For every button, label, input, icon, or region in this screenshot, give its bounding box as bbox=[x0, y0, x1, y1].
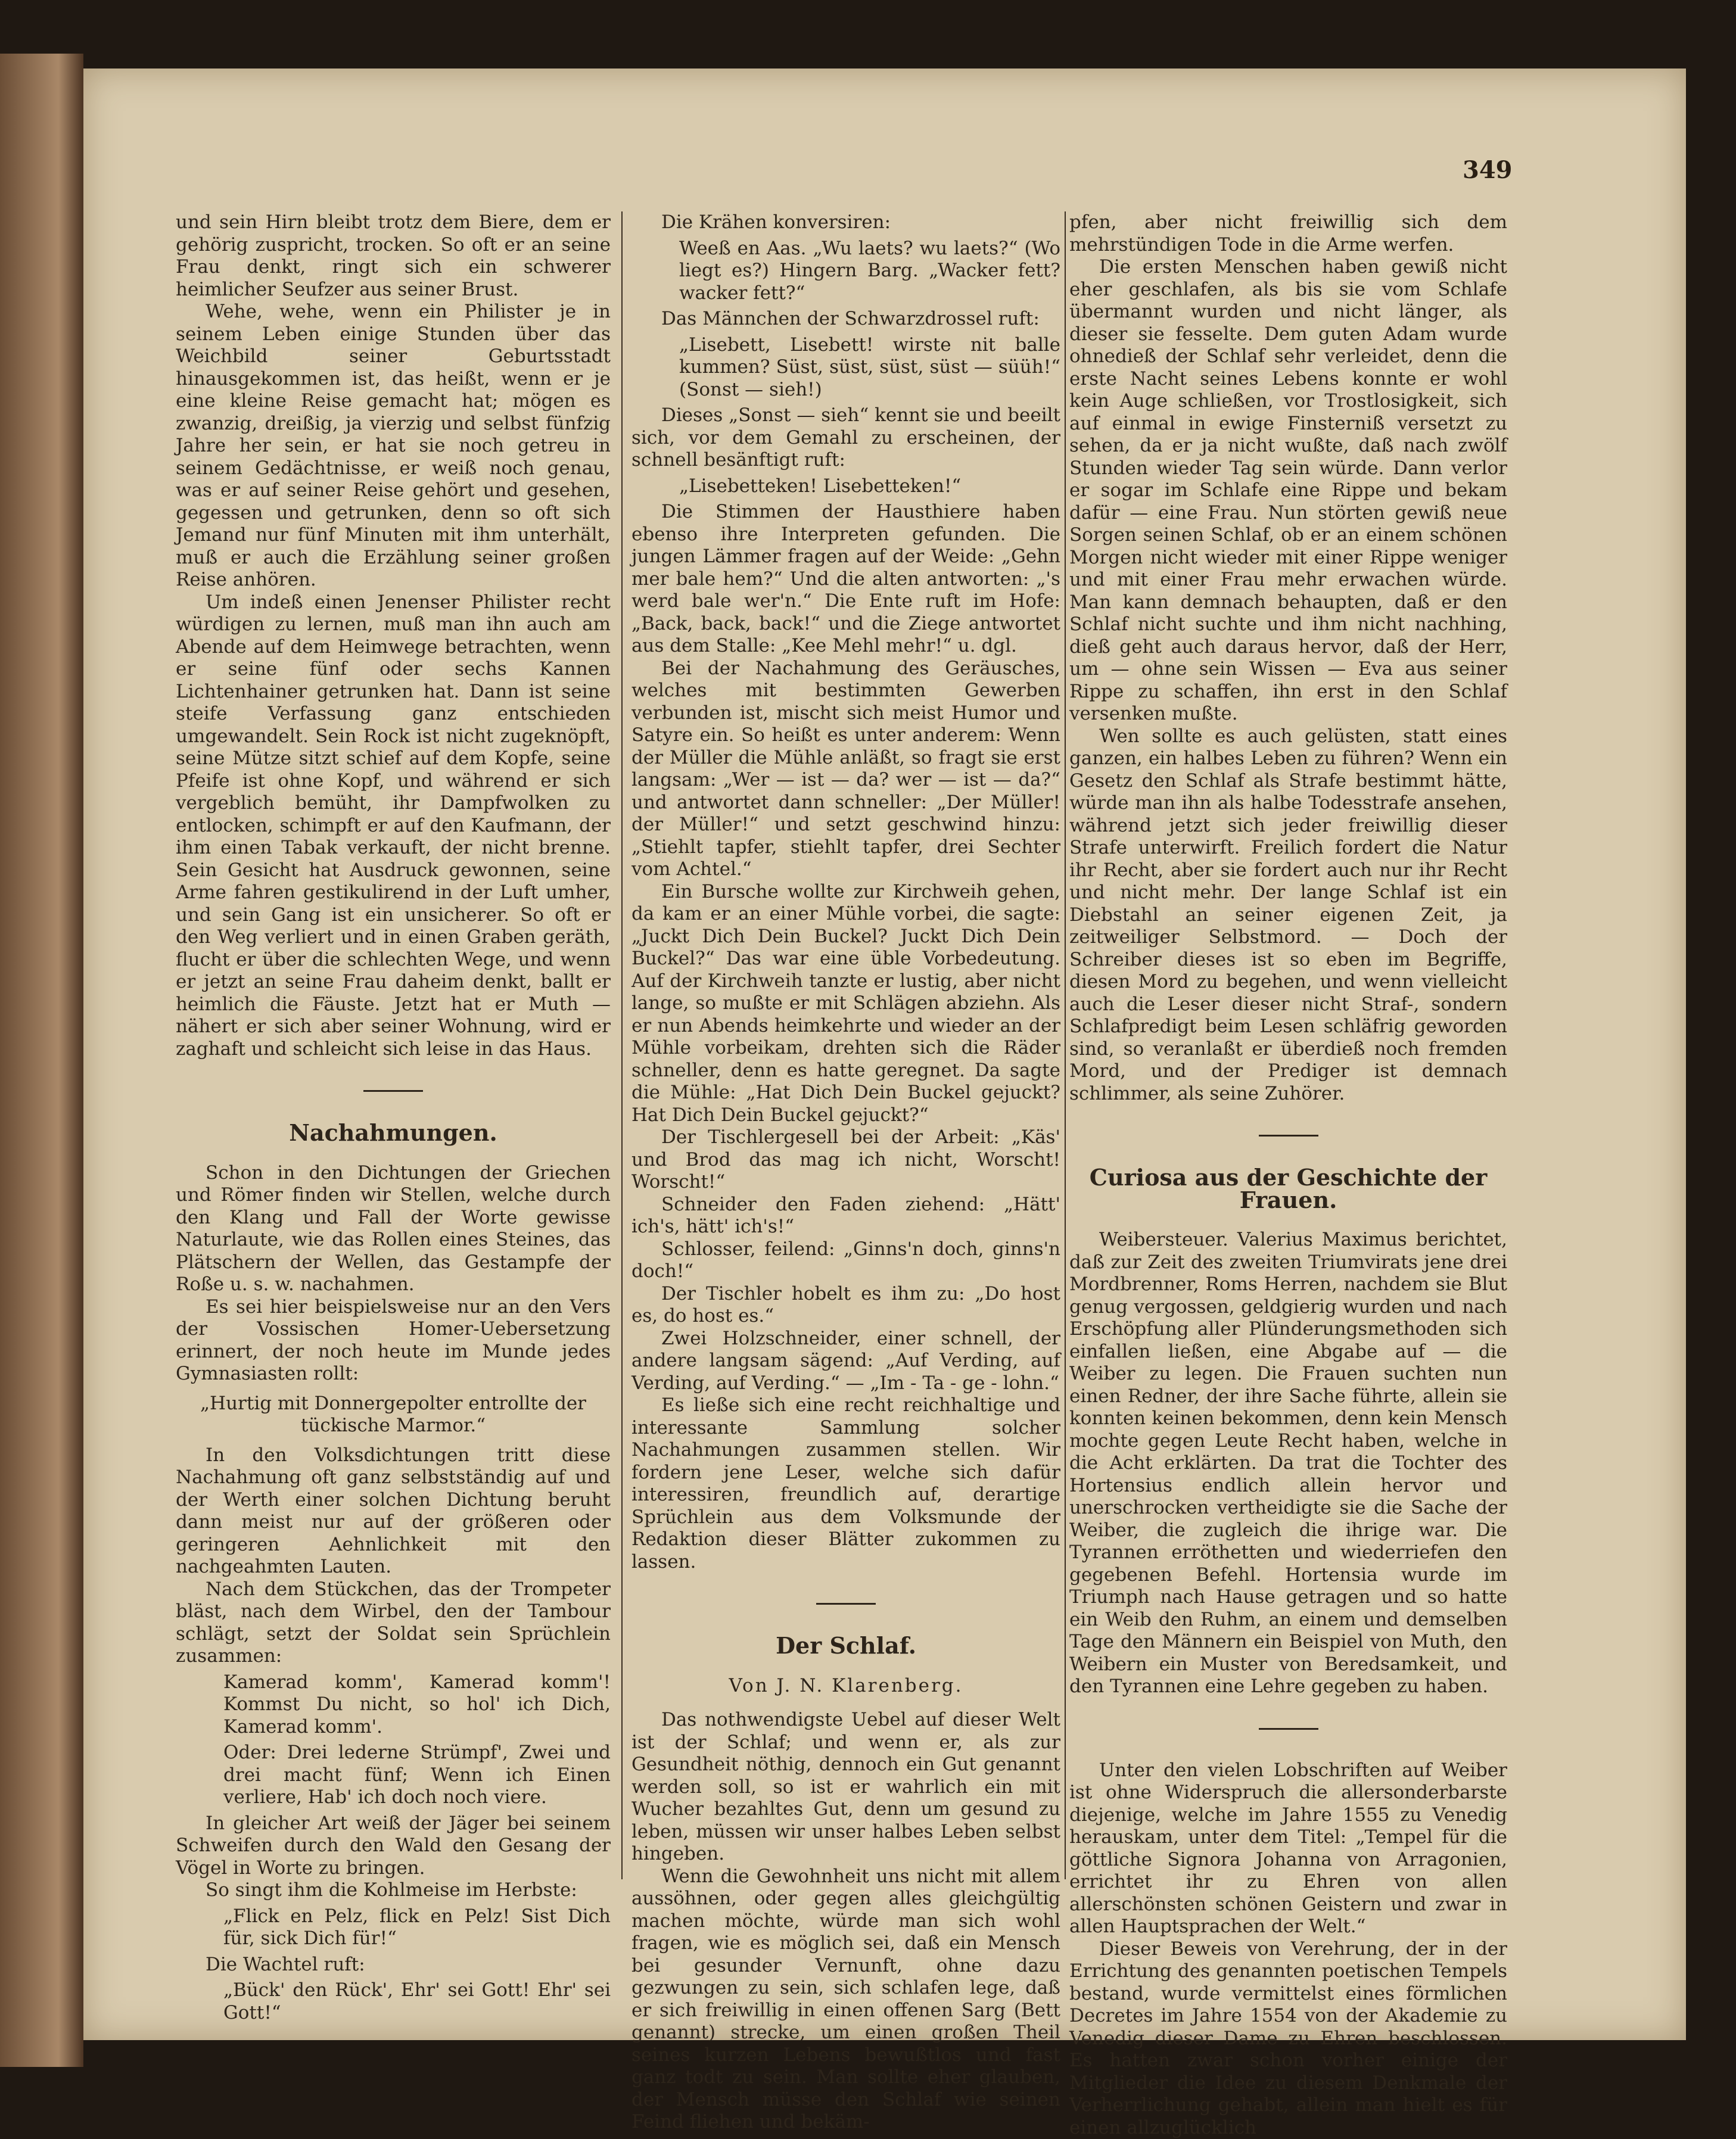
paragraph: Wehe, wehe, wenn ein Philister je in seinem Leben einige Stunden über das Weichbild seiner Geburtsstadt hinausgekommen ist, das heißt, wenn er je eine kleine Reise gemacht hat; mögen es zwanzig, dreißig, ja vierzig und selbst fünfzig Jahre her sein, er hat sie noch getreu in seinem Gedächtnisse, er weiß noch genau, was er auf seiner Reise gehört und gesehen, gegessen und getrunken, denn so oft sich Jemand nur fünf Minuten mit ihm unterhält, muß er auch die Erzählung seiner großen Reise anhören. bbox=[176, 301, 611, 591]
paragraph: Schneider den Faden ziehend: „Hätt' ich's, hätt' ich's!“ bbox=[631, 1194, 1060, 1238]
paragraph: Es sei hier beispielsweise nur an den Vers der Vossischen Homer-Uebersetzung erinnert, der noch heute im Munde jedes Gymnasiasten rollt: bbox=[176, 1296, 611, 1385]
paragraph: Die Wachtel ruft: bbox=[176, 1954, 611, 1976]
paragraph: Die Stimmen der Hausthiere haben ebenso ihre Interpreten gefunden. Die jungen Lämmer fragen auf der Weide: „Gehn mer bale hem?“ Und die alten antworten: „'s werd bale wer'n.“ Die Ente ruft im Hofe: „Back, back, back!“ und die Ziege antwortet aus dem Stalle: „Kee Mehl mehr!“ u. dgl. bbox=[631, 501, 1060, 658]
section-divider bbox=[1259, 1728, 1318, 1730]
verse: „Bück' den Rück', Ehr' sei Gott! Ehr' sei Gott!“ bbox=[176, 1979, 611, 2024]
paragraph: So singt ihm die Kohlmeise im Herbste: bbox=[176, 1879, 611, 1902]
left-page-edge bbox=[0, 54, 83, 2067]
paragraph: In gleicher Art weiß der Jäger bei seinem Schweifen durch den Wald den Gesang der Vögel in Worte zu bringen. bbox=[176, 1813, 611, 1880]
verse: Oder: Drei lederne Strümpf', Zwei und drei macht fünf; Wenn ich Einen verliere, Hab' ich doch noch viere. bbox=[176, 1742, 611, 1809]
column-3 bbox=[1069, 211, 1507, 2139]
paragraph: Die ersten Menschen haben gewiß nicht eher geschlafen, als bis sie vom Schlafe übermannt wurden und nicht länger, als dieser sie fesselte. Dem guten Adam wurde ohnedieß der Schlaf sehr verleidet, denn die erste Nacht seines Lebens konnte er wohl kein Auge schließen, vor Trostlosigkeit, sich auf einmal in ewige Finsterniß versetzt zu sehen, da er ja nicht wußte, daß nach zwölf Stunden wieder Tag sein würde. Dann verlor er sogar im Schlafe eine Rippe und bekam dafür — eine Frau. Nun störten gewiß neue Sorgen seinen Schlaf, ob er an einem schönen Morgen nicht wieder mit einer Rippe weniger und mit einer Frau mehr erwachen würde. Man kann demnach behaupten, daß er den Schlaf nicht suchte und ihm nicht nachhing, dieß geht auch daraus hervor, daß der Herr, um — ohne sein Wissen — Eva aus seiner Rippe zu schaffen, ihn erst in den Schlaf versenken mußte. bbox=[1069, 256, 1507, 726]
paragraph: Um indeß einen Jenenser Philister recht würdigen zu lernen, muß man ihn auch am Abende auf dem Heimwege betrachten, wenn er seine fünf oder sechs Kannen Lichtenhainer getrunken hat. Dann ist seine steife Verfassung ganz entschieden umgewandelt. Sein Rock ist nicht zugeknöpft, seine Mütze sitzt schief auf dem Kopfe, seine Pfeife ist ohne Kopf, und während er sich vergeblich bemüht, ihr Dampfwolken zu entlocken, schimpft er auf den Kaufmann, der ihm einen Tabak verkauft, der nicht brenne. Sein Gesicht hat Ausdruck gewonnen, seine Arme fahren gestikulirend in der Luft umher, und sein Gang ist ein unsicherer. So oft er den Weg verliert und in einen Graben geräth, flucht er über die schlechten Wege, und wenn er jetzt an seine Frau daheim denkt, ballt er heimlich die Fäuste. Jetzt hat er Muth — nähert er sich aber seiner Wohnung, wird er zaghaft und schleicht sich leise in das Haus. bbox=[176, 591, 611, 1061]
verse: „Lisebett, Lisebett! wirste nit balle kummen? Süst, süst, süst, süst — süüh!“ (Sonst — sieh!) bbox=[631, 334, 1060, 401]
paragraph: Es ließe sich eine recht reichhaltige und interessante Sammlung solcher Nachahmungen zusammen stellen. Wir fordern jene Leser, welche sich dafür interessiren, freundlich auf, derartige Sprüchlein aus dem Volksmunde der Redaktion dieser Blätter zukommen zu lassen. bbox=[631, 1394, 1060, 1573]
paragraph: Wen sollte es auch gelüsten, statt eines ganzen, ein halbes Leben zu führen? Wenn ein Gesetz den Schlaf als Strafe bestimmt hätte, würde man ihn als halbe Todesstrafe ansehen, während jetzt sich jeder freiwillig dieser Strafe unterwirft. Freilich fordert die Natur ihr Recht, aber sie fordert auch nur ihr Recht und nicht mehr. Der lange Schlaf ist ein Diebstahl an seiner eigenen Zeit, ja zeitweiliger Selbstmord. — Doch der Schreiber dieses ist so eben im Begriffe, diesen Mord zu begehen, und wenn vielleicht auch die Leser dieser nicht Straf-, sondern Schlafpredigt beim Lesen schläfrig geworden sind, so veranlaßt er überdieß noch fremden Mord, und der Prediger ist demnach schlimmer, als seine Zuhörer. bbox=[1069, 726, 1507, 1106]
paragraph: Ein Bursche wollte zur Kirchweih gehen, da kam er an einer Mühle vorbei, die sagte: „Juckt Dich Dein Buckel? Juckt Dich Dein Buckel?“ Das war eine üble Vorbedeutung. Auf der Kirchweih tanzte er lustig, aber nicht lange, so mußte er mit Schlägen abziehn. Als er nun Abends heimkehrte und wieder an der Mühle vorbeikam, drehten sich die Räder schneller, denn es hatte geregnet. Da sagte die Mühle: „Hat Dich Dein Buckel gejuckt? Hat Dich Dein Buckel gejuckt?“ bbox=[631, 881, 1060, 1127]
paragraph: pfen, aber nicht freiwillig sich dem mehrstündigen Tode in die Arme werfen. bbox=[1069, 211, 1507, 256]
paragraph: Das nothwendigste Uebel auf dieser Welt ist der Schlaf; und wenn er, als zur Gesundheit nöthig, dennoch ein Gut genannt werden soll, so ist er wahrlich ein mit Wucher bezahltes Gut, denn um gesund zu leben, müssen wir unser halbes Leben selbst hingeben. bbox=[631, 1709, 1060, 1866]
section-divider bbox=[816, 1603, 876, 1605]
section-divider bbox=[1259, 1135, 1318, 1137]
paragraph: Der Tischlergesell bei der Arbeit: „Käs' und Brod das mag ich nicht, Worscht! Worscht!“ bbox=[631, 1126, 1060, 1194]
paragraph: In den Volksdichtungen tritt diese Nachahmung oft ganz selbstständig auf und der Werth einer solchen Dichtung beruht dann meist nur auf der größeren oder geringeren Aehnlichkeit mit den nachgeahmten Lauten. bbox=[176, 1444, 611, 1578]
verse: Kamerad komm', Kamerad komm'! Kommst Du nicht, so hol' ich Dich, Kamerad komm'. bbox=[176, 1671, 611, 1739]
paragraph: Dieses „Sonst — sieh“ kennt sie und beeilt sich, vor dem Gemahl zu erscheinen, der schnell besänftigt ruft: bbox=[631, 404, 1060, 472]
article-title-curiosa: Curiosa aus der Geschichte der Frauen. bbox=[1069, 1166, 1507, 1211]
verse: Weeß en Aas. „Wu laets? wu laets?“ (Wo liegt es?) Hingern Barg. „Wacker fett? wacker fett?“ bbox=[631, 238, 1060, 305]
quote: „Hurtig mit Donnergepolter entrollte der tückische Marmor.“ bbox=[176, 1393, 611, 1437]
paragraph: Unter den vielen Lobschriften auf Weiber ist ohne Widerspruch die allersonderbarste diejenige, welche im Jahre 1555 zu Venedig herauskam, unter dem Titel: „Tempel für die göttliche Signora Johanna von Arragonien, errichtet ihr zu Ehren von allen allerschönsten schönen Geistern und zwar in allen Hauptsprachen der Welt.“ bbox=[1069, 1760, 1507, 1938]
article-title-nachahmungen: Nachahmungen. bbox=[176, 1122, 611, 1144]
paragraph: Schon in den Dichtungen der Griechen und Römer finden wir Stellen, welche durch den Klang und Fall der Worte gewisse Naturlaute, wie das Rollen eines Steines, das Plätschern der Wellen, das Gestampfe der Roße u. s. w. nachahmen. bbox=[176, 1162, 611, 1296]
paragraph: Dieser Beweis von Verehrung, der in der Errichtung des genannten poetischen Tempels bestand, wurde vermittelst eines förmlichen Decretes im Jahre 1554 von der Akademie zu Venedig dieser Dame zu Ehren beschlossen. Es hatten zwar schon vorher einige der Mitglieder die Idee zu diesem Denkmale der Verherrlichung gehabt, allein man hielt es für einen allzuglücklich bbox=[1069, 1938, 1507, 2139]
paragraph: Die Krähen konversiren: bbox=[631, 211, 1060, 234]
paragraph: Zwei Holzschneider, einer schnell, der andere langsam sägend: „Auf Verding, auf Verding, auf Verding.“ — „Im - Ta - ge - lohn.“ bbox=[631, 1328, 1060, 1395]
paragraph: Der Tischler hobelt es ihm zu: „Do host es, do host es.“ bbox=[631, 1283, 1060, 1328]
paragraph: und sein Hirn bleibt trotz dem Biere, dem er gehörig zuspricht, trocken. So oft er an seine Frau denkt, ringt sich ein schwerer heimlicher Seufzer aus seiner Brust. bbox=[176, 211, 611, 301]
page-number: 349 bbox=[1463, 156, 1513, 184]
paragraph: Das Männchen der Schwarzdrossel ruft: bbox=[631, 308, 1060, 331]
paragraph: Schlosser, feilend: „Ginns'n doch, ginns'n doch!“ bbox=[631, 1238, 1060, 1283]
paragraph: Wenn die Gewohnheit uns nicht mit allem aussöhnen, oder gegen alles gleichgültig machen möchte, würde man sich wohl fragen, wie es möglich sei, daß ein Mensch bei gesunder Vernunft, ohne dazu gezwungen zu sein, sich schlafen lege, daß er sich freiwillig in einen offenen Sarg (Bett genannt) strecke, um einen großen Theil seines kurzen Lebens bewußtlos und fast ganz todt zu sein. Man sollte eher glauben, der Mensch müsse den Schlaf wie seinen Feind fliehen und bekäm- bbox=[631, 1866, 1060, 2134]
section-divider bbox=[363, 1090, 423, 1092]
verse: „Flick en Pelz, flick en Pelz! Sist Dich für, sick Dich für!“ bbox=[176, 1906, 611, 1950]
article-title-der-schlaf: Der Schlaf. bbox=[631, 1634, 1060, 1657]
column-divider-1 bbox=[621, 211, 623, 1879]
byline: Von J. N. Klarenberg. bbox=[631, 1675, 1060, 1698]
column-divider-2 bbox=[1065, 211, 1066, 1879]
column-1 bbox=[176, 211, 611, 2028]
verse: „Lisebetteken! Lisebetteken!“ bbox=[631, 475, 1060, 498]
paragraph: Nach dem Stückchen, das der Trompeter bläst, nach dem Wirbel, den der Tambour schlägt, setzt der Soldat sein Sprüchlein zusammen: bbox=[176, 1578, 611, 1668]
paragraph: Bei der Nachahmung des Geräusches, welches mit bestimmten Gewerben verbunden ist, mischt sich meist Humor und Satyre ein. So heißt es unter anderem: Wenn der Müller die Mühle anläßt, so fragt sie erst langsam: „Wer — ist — da? wer — ist — da?“ und antwortet dann schneller: „Der Müller! der Müller!“ und setzt geschwind hinzu: „Stiehlt tapfer, stiehlt tapfer, drei Sechter vom Achtel.“ bbox=[631, 658, 1060, 881]
column-2 bbox=[631, 211, 1060, 2134]
paragraph: Weibersteuer. Valerius Maximus berichtet, daß zur Zeit des zweiten Triumvirats jene drei Mordbrenner, Roms Herren, nachdem sie Blut genug vergossen, geldgierig wurden und nach Erschöpfung aller Plünderungsmethoden sich einfallen ließen, eine Abgabe auf — die Weiber zu legen. Die Frauen suchten nun einen Redner, der ihre Sache führte, allein sie konnten keinen bekommen, denn kein Mensch mochte gegen Leute Recht haben, welche in die Acht erklärten. Da trat die Tochter des Hortensius endlich allein hervor und unerschrocken vertheidigte sie die Sache der Weiber, die zugleich die ihrige war. Die Tyrannen erröthetten und wiederriefen den gegebenen Befehl. Hortensia wurde im Triumph nach Hause getragen und so hatte ein Weib den Ruhm, an einem und demselben Tage den Männern ein Beispiel von Muth, den Weibern ein Muster von Beredsamkeit, und den Tyrannen eine Lehre gegeben zu haben. bbox=[1069, 1229, 1507, 1698]
